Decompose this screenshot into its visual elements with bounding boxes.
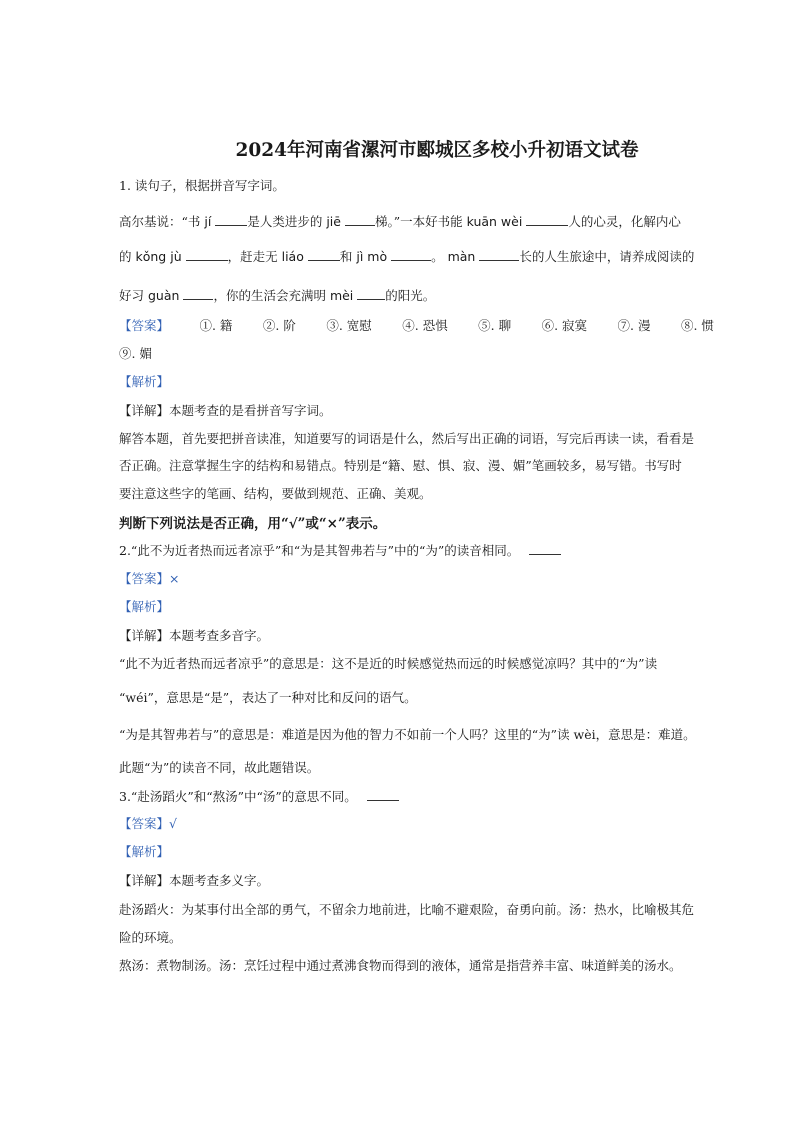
answer-item: ⑤. 聊 (478, 318, 512, 333)
pinyin: màn (447, 249, 476, 264)
q2-para-2: “wéi”，意思是“是”，表达了一种对比和反问的语气。 (119, 690, 417, 705)
q3-answer (119, 814, 177, 832)
answer-blank (529, 543, 561, 555)
text: ，赶走无 (227, 249, 278, 264)
q1-detail: 【详解】本题考查的是看拼音写字词。 (119, 403, 332, 418)
text: ，你的生活会充满明 (213, 288, 326, 303)
q1-explain-1: 解答本题，首先要把拼音读准，知道要写的词语是什么，然后写出正确的词语，写完后再读一读，看看是 (119, 431, 695, 446)
answer-item: ④. 恐惧 (402, 318, 448, 333)
pinyin: kǒng jù (135, 249, 182, 264)
q3-para-1: 赴汤蹈火：为某事付出全部的勇气，不留余力地前进，比喻不避艰险，奋勇向前。汤：热水，比喻极其危 (119, 902, 695, 917)
q1-line-3 (119, 286, 435, 304)
pinyin: liáo (281, 249, 304, 264)
pinyin: guàn (148, 288, 180, 303)
text: 是人类进步的 (247, 214, 323, 229)
answer-item: ①. 籍 (199, 318, 233, 333)
page-title: 2024年河南省漯河市郾城区多校小升初语文试卷 (235, 140, 639, 161)
q3-analysis-label: 【解析】 (119, 844, 170, 859)
q3-para-3: 熬汤：煮物制汤。汤：烹饪过程中通过煮沸食物而得到的液体，通常是指营养丰富、味道鲜美的汤水。 (119, 958, 682, 973)
q3-para-2: 险的环境。 (119, 930, 182, 945)
q2-answer (119, 569, 179, 587)
text: 的阳光。 (385, 288, 436, 303)
answer-label: 【答案】 (119, 318, 170, 333)
q1-answer-row (119, 316, 714, 334)
text: 高尔基说：“书 (119, 214, 201, 229)
q3-stem (119, 787, 399, 805)
answer-item: ②. 阶 (262, 318, 296, 333)
answer-item: ⑧. 惯 (680, 318, 714, 333)
q1-explain-3: 要注意这些字的笔画、结构，要做到规范、正确、美观。 (119, 486, 432, 501)
q1-explain-2: 否正确。注意掌握生字的结构和易错点。特别是“籍、慰、惧、寂、漫、媚”笔画较多，易写错。书写时 (119, 458, 682, 473)
text: 人的心灵，化解内心 (568, 214, 681, 229)
text: 和 (339, 249, 353, 264)
answer-blank (367, 789, 399, 801)
answer-blank (357, 288, 385, 300)
answer-blank (391, 249, 431, 261)
q2-analysis-label: 【解析】 (119, 599, 170, 614)
answer-blank (308, 249, 340, 261)
question-text: 3.“赴汤蹈火”和“熬汤”中“汤”的意思不同。 (119, 789, 357, 804)
q1-line-2 (119, 247, 694, 265)
q1-analysis-label: 【解析】 (119, 374, 170, 389)
text: 。 (431, 249, 444, 264)
answer-item: ③. 宽慰 (326, 318, 372, 333)
q2-para-4: 此题“为”的读音不同，故此题错误。 (119, 760, 320, 775)
answer-blank (183, 288, 213, 300)
text: 梯。”一本好书能 (374, 214, 463, 229)
answer-item: ⑥. 寂寞 (541, 318, 588, 333)
pinyin: jiē (326, 214, 341, 229)
section-heading: 判断下列说法是否正确，用“√”或“×”表示。 (119, 516, 387, 532)
pinyin: jí (204, 214, 212, 229)
text: 好习 (119, 288, 145, 303)
q1-line-1 (119, 212, 681, 230)
answer-blank (215, 214, 247, 226)
text: 的 (119, 249, 132, 264)
answer-blank (345, 214, 375, 226)
answer-blank (186, 249, 228, 261)
q3-detail: 【详解】本题考查多义字。 (119, 873, 270, 888)
text: 长的人生旅途中，请养成阅读的 (519, 249, 695, 264)
q2-para-3: “为是其智弗若与”的意思是：难道是因为他的智力不如前一个人吗？这里的“为”读 wèi，意思是：难道。 (119, 727, 696, 742)
pinyin: jì mò (356, 249, 388, 264)
answer-item: ⑦. 漫 (617, 318, 651, 333)
answer-blank (526, 214, 568, 226)
answer-text: 【答案】√ (119, 816, 177, 831)
q2-detail: 【详解】本题考查多音字。 (119, 628, 270, 643)
answer-text: 【答案】× (119, 571, 180, 586)
answer-blank (479, 249, 519, 261)
question-text: 2.“此不为近者热而远者凉乎”和“为是其智弗若与”中的“为”的读音相同。 (119, 543, 520, 558)
q2-para-1: “此不为近者热而远者凉乎”的意思是：这不是近的时候感觉热而远的时候感觉凉吗？其中的“为”读 (119, 656, 658, 671)
pinyin: kuān wèi (466, 214, 523, 229)
pinyin: mèi (329, 288, 354, 303)
q2-stem (119, 541, 561, 559)
q1-answer-last: ⑨. 媚 (119, 346, 152, 361)
q1-stem: 1. 读句子，根据拼音写字词。 (119, 178, 285, 193)
